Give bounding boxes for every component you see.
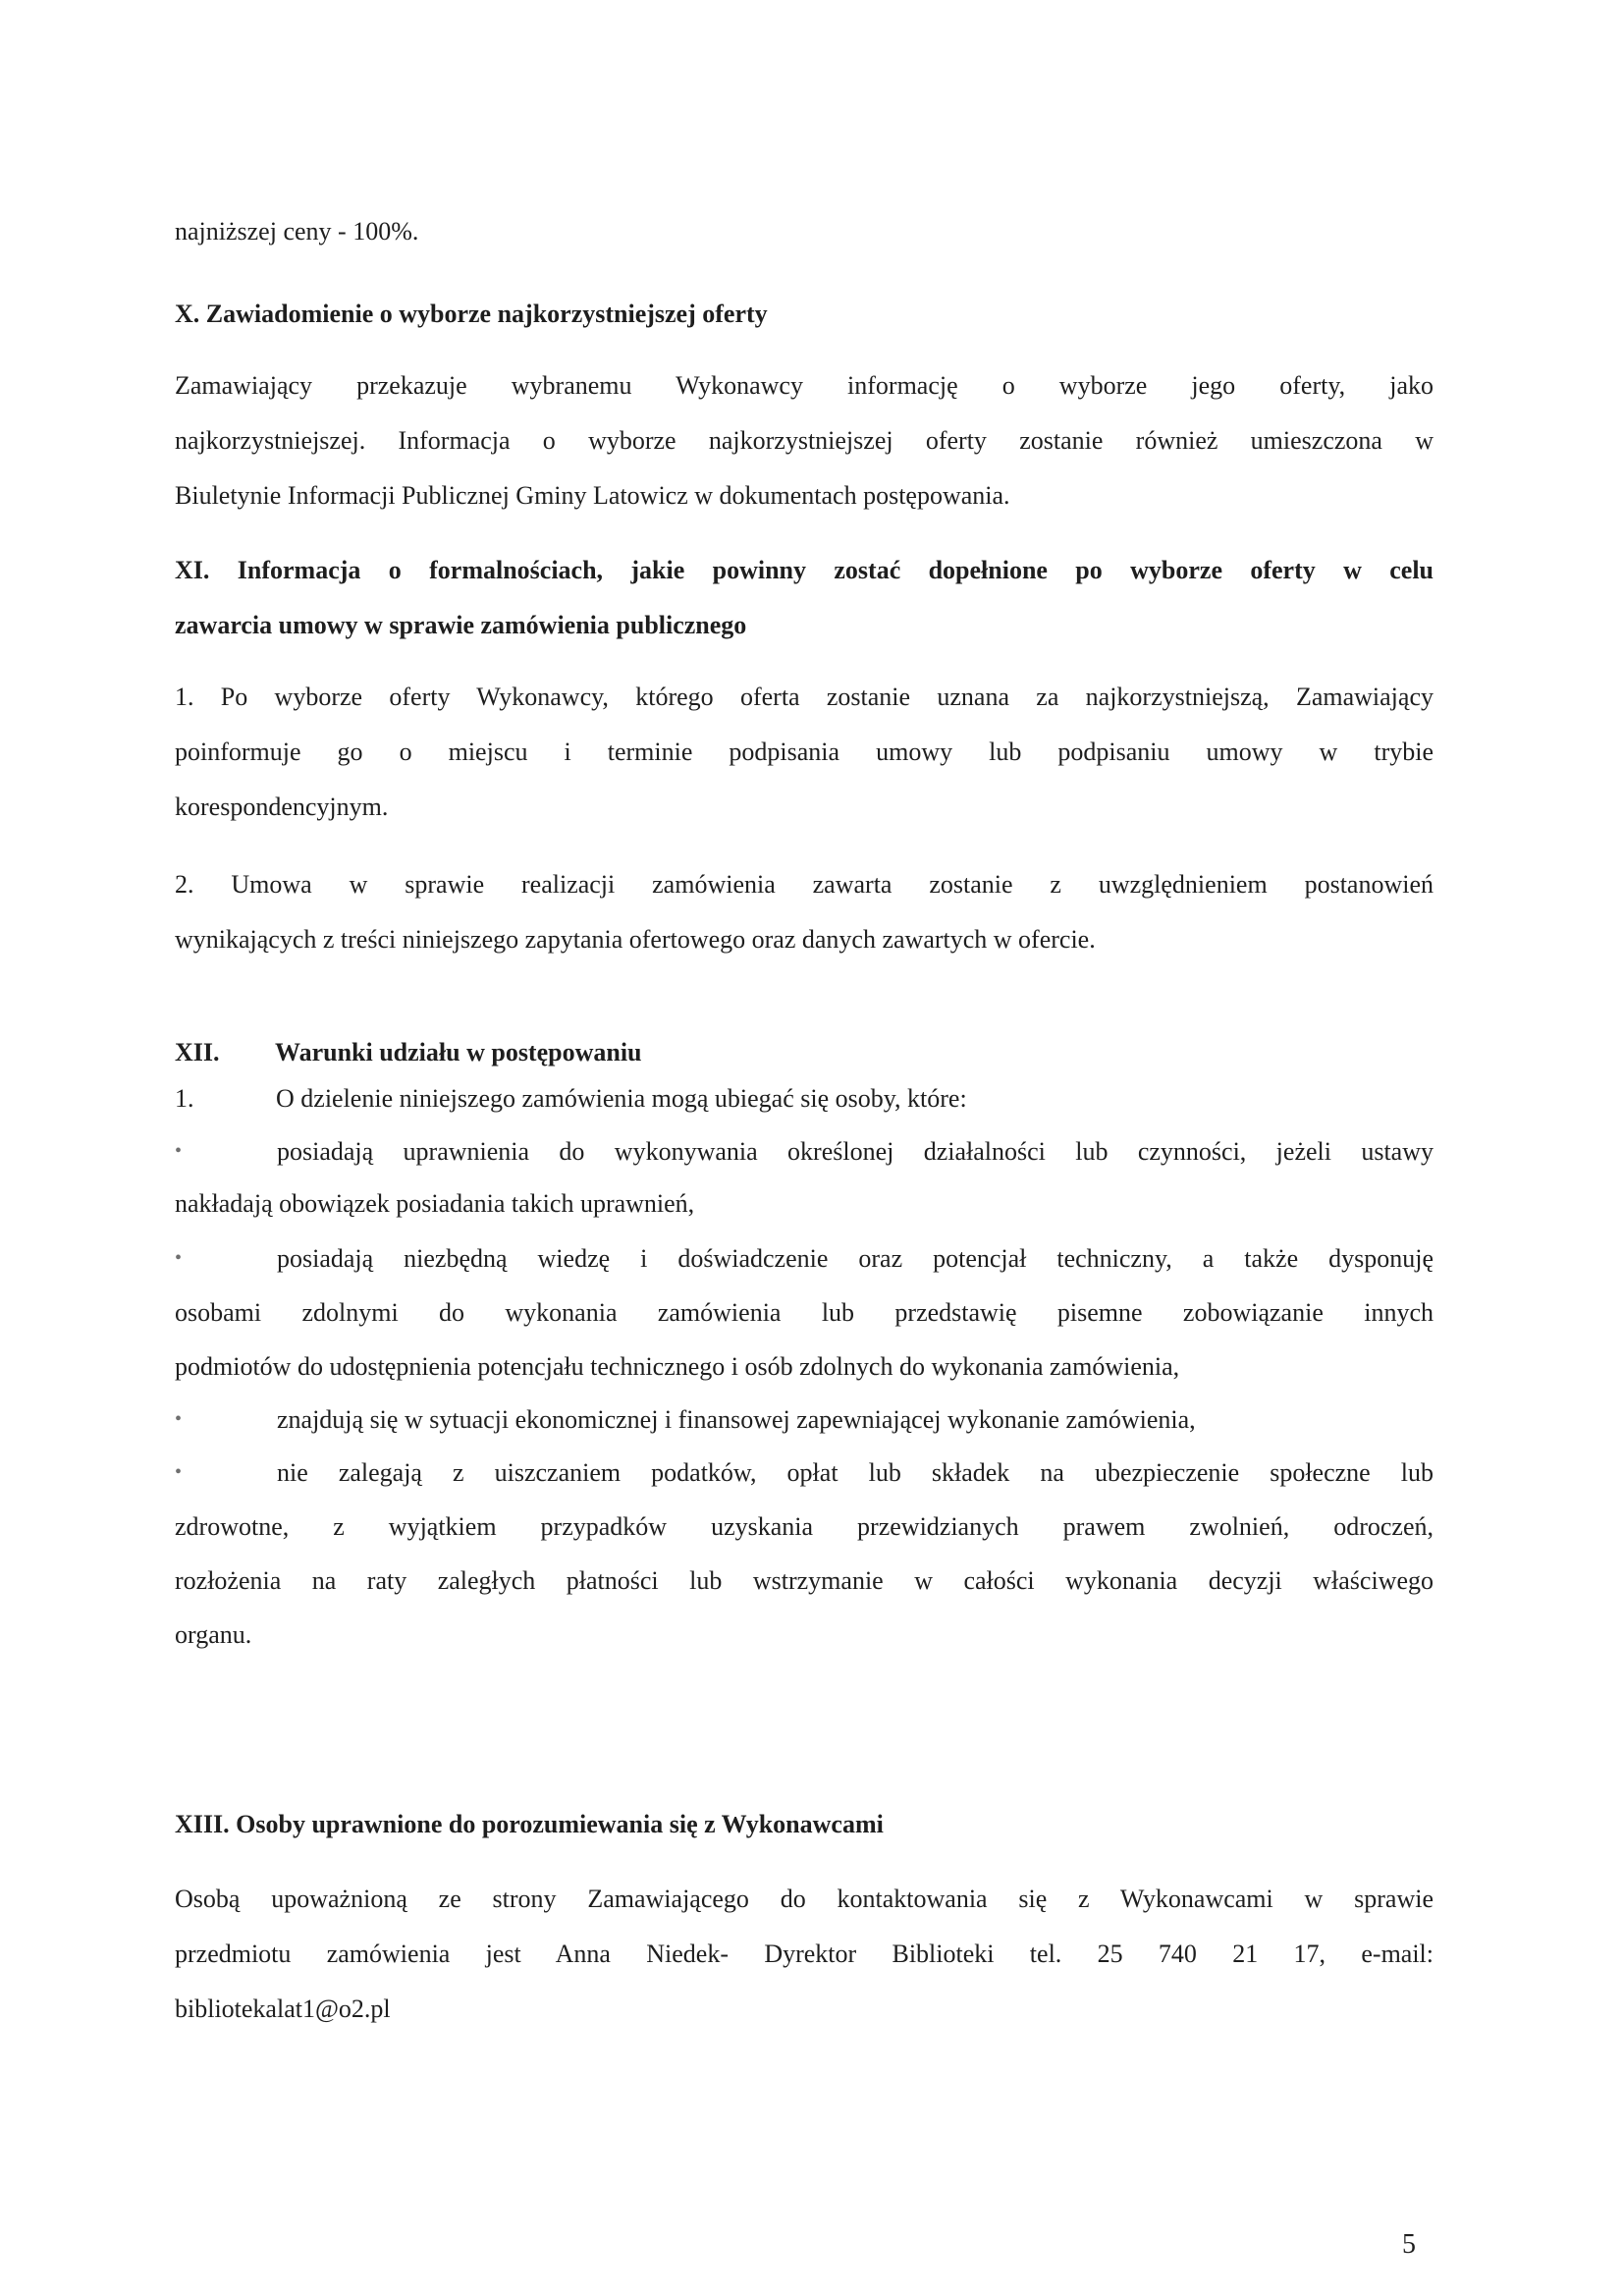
bullet-3-marker: • bbox=[175, 1408, 183, 1430]
bullet-4-marker: • bbox=[175, 1461, 183, 1483]
section-x-line-1: Zamawiający przekazuje wybranemu Wykonawcy informację o wyborze jego oferty, jako bbox=[175, 371, 1434, 400]
section-xiii-heading bbox=[175, 1799, 1434, 1849]
bullet-4-line-4: organu. bbox=[175, 1620, 252, 1649]
section-xi-title-1: Informacja o formalnościach, jakie powinny zostać dopełnione po wyborze oferty w celu bbox=[237, 556, 1434, 584]
bullet-4-line-3: rozłożenia na raty zaległych płatności lub wstrzymanie w całości wykonania decyzji właściwego bbox=[175, 1566, 1434, 1595]
section-xi bbox=[175, 545, 1434, 650]
bullet-1-line-2: nakładają obowiązek posiadania takich uprawnień, bbox=[175, 1189, 695, 1218]
section-xii-item-1 bbox=[175, 1073, 1434, 1123]
bullet-2 bbox=[175, 1233, 1434, 1284]
section-xi-item-2-line-1: 2. Umowa w sprawie realizacji zamówienia zawarta zostanie z uwzględnieniem postanowień bbox=[175, 870, 1434, 899]
section-x-body bbox=[175, 360, 1434, 520]
bullet-1 bbox=[175, 1126, 1434, 1176]
bullet-4-line-2: zdrowotne, z wyjątkiem przypadków uzyskania przewidzianych prawem zwolnień, odroczeń, bbox=[175, 1512, 1434, 1541]
bullet-2-line-2: osobami zdolnymi do wykonania zamówienia lub przedstawię pisemne zobowiązanie innych bbox=[175, 1298, 1434, 1327]
section-xiii-body bbox=[175, 1874, 1434, 2034]
continuation-line bbox=[175, 206, 1434, 256]
section-xii-number: XII. bbox=[175, 1038, 220, 1066]
section-x-title: Zawiadomienie o wyborze najkorzystniejszej oferty bbox=[205, 300, 768, 328]
section-x-number: X. bbox=[175, 300, 200, 328]
bullet-2-line-1: posiadają niezbędną wiedzę i doświadczenie oraz potencjał techniczny, a także dysponuję bbox=[277, 1244, 1434, 1273]
section-xii-title: Warunki udziału w postępowaniu bbox=[275, 1038, 642, 1066]
page-number: 5 bbox=[1402, 2229, 1416, 2260]
section-xiii-line-2: przedmiotu zamówienia jest Anna Niedek- Dyrektor Biblioteki tel. 25 740 21 17, e-mail: bbox=[175, 1940, 1434, 1968]
section-xiii-number: XIII. bbox=[175, 1810, 230, 1838]
section-xiii-title: Osoby uprawnione do porozumiewania się z Wykonawcami bbox=[236, 1810, 884, 1838]
bullet-4 bbox=[175, 1448, 1434, 1498]
section-xi-item-1-line-1: 1. Po wyborze oferty Wykonawcy, którego oferta zostanie uznana za najkorzystniejszą, Zamawiający bbox=[175, 683, 1434, 711]
top-line-text: najniższej ceny - 100%. bbox=[175, 217, 419, 246]
section-xii-item-1-text: O dzielenie niniejszego zamówienia mogą ubiegać się osoby, które: bbox=[276, 1084, 967, 1113]
section-xi-item-2 bbox=[175, 859, 1434, 964]
section-xiii-line-3: bibliotekalat1@o2.pl bbox=[175, 1995, 391, 2023]
section-xi-heading-line-2: zawarcia umowy w sprawie zamówienia publicznego bbox=[175, 611, 747, 639]
bullet-1-marker: • bbox=[175, 1140, 183, 1162]
bullet-2-marker: • bbox=[175, 1247, 183, 1269]
section-xi-item-2-line-2: wynikających z treści niniejszego zapytania ofertowego oraz danych zawartych w ofercie. bbox=[175, 925, 1096, 954]
section-xii-bullets bbox=[175, 1126, 1434, 1660]
bullet-2-line-3: podmiotów do udostępnienia potencjału technicznego i osób zdolnych do wykonania zamówienia, bbox=[175, 1352, 1180, 1381]
bullet-3 bbox=[175, 1394, 1434, 1445]
section-xi-item-1-line-2: poinformuje go o miejscu i terminie podpisania umowy lub podpisaniu umowy w trybie bbox=[175, 738, 1434, 766]
section-xiii bbox=[175, 1799, 1434, 1849]
bullet-4-line-1: nie zalegają z uiszczaniem podatków, opłat lub składek na ubezpieczenie społeczne lub bbox=[277, 1458, 1434, 1487]
section-x-line-3: Biuletynie Informacji Publicznej Gminy Latowicz w dokumentach postępowania. bbox=[175, 481, 1010, 510]
section-xiii-line-1: Osobą upoważnioną ze strony Zamawiającego do kontaktowania się z Wykonawcami w sprawie bbox=[175, 1885, 1434, 1913]
section-xii-heading bbox=[175, 1027, 1434, 1077]
section-xii bbox=[175, 1027, 1434, 1123]
bullet-1-line-1: posiadają uprawnienia do wykonywania określonej działalności lub czynności, jeżeli ustawy bbox=[277, 1137, 1434, 1166]
section-xi-number: XI. bbox=[175, 556, 210, 584]
section-xi-heading-line-1 bbox=[175, 545, 1434, 595]
section-xii-item-1-number: 1. bbox=[175, 1084, 194, 1113]
section-xi-item-1 bbox=[175, 672, 1434, 832]
section-x-heading bbox=[175, 289, 1434, 339]
section-x bbox=[175, 289, 1434, 339]
bullet-3-line-1: znajdują się w sytuacji ekonomicznej i finansowej zapewniającej wykonanie zamówienia, bbox=[277, 1405, 1196, 1434]
section-xi-item-1-line-3: korespondencyjnym. bbox=[175, 793, 389, 821]
section-x-line-2: najkorzystniejszej. Informacja o wyborze najkorzystniejszej oferty zostanie również umieszczona w bbox=[175, 426, 1434, 455]
